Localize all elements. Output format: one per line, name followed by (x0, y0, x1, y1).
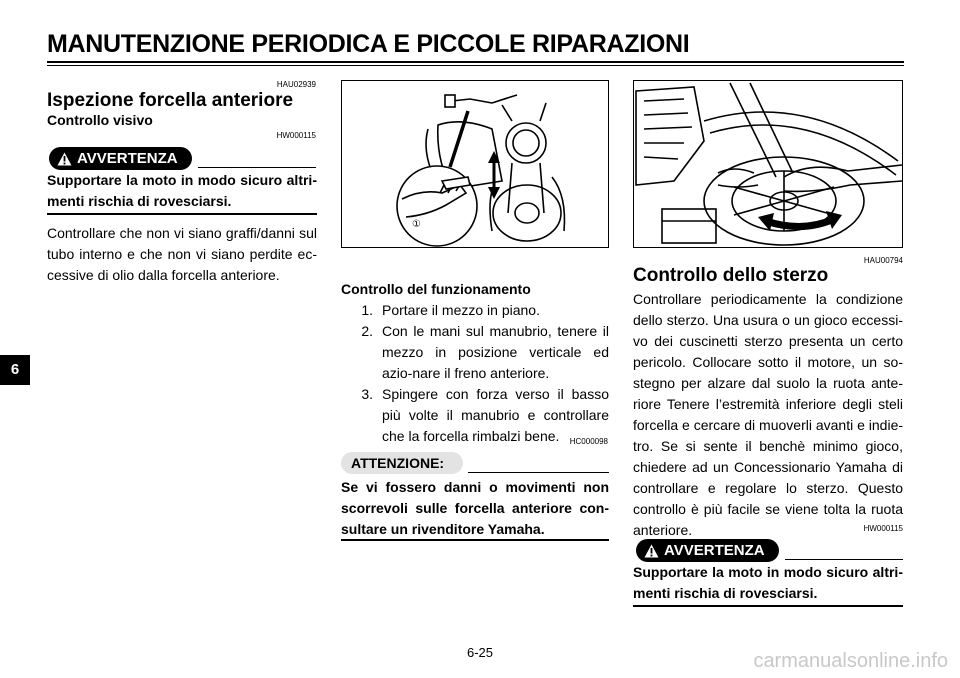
caution-bottom-rule (341, 539, 609, 541)
reference-code: HAU02939 (276, 80, 316, 89)
reference-code: HAU00794 (863, 256, 903, 265)
body-paragraph-visual: Controllare che non vi siano graffi/danni sul tubo interno e che non vi siano perdite ec-cessive di olio dalla forcella anteriore. (47, 225, 317, 283)
section-title-fork: Ispezione forcella anteriore (47, 90, 294, 111)
warning-code: HW000115 (276, 131, 316, 140)
title-rule (47, 61, 904, 63)
warning-triangle-icon (57, 152, 72, 166)
motorcycle-front-illustration (342, 81, 608, 247)
figure-steering-check (633, 80, 903, 248)
page-number: 6-25 (466, 645, 494, 660)
warning-text: Supportare la moto in modo sicuro altri-menti rischia di rovesciarsi. (633, 564, 903, 601)
warning-text: Supportare la moto in modo sicuro altri-menti rischia di rovesciarsi. (47, 172, 317, 209)
steering-check-illustration (634, 81, 902, 247)
badge-rule (785, 559, 903, 560)
list-item: 2. Con le mani sul manubrio, tenere il mezzo in posizione verticale ed azio-nare il freno anteriore. (361, 323, 609, 381)
warning-badge (49, 147, 192, 170)
section-title-steering: Controllo dello sterzo (633, 265, 829, 286)
chapter-tab[interactable]: 6 (0, 355, 30, 385)
caution-badge: ATTENZIONE: (341, 452, 463, 474)
subsection-visual-check: Controllo visivo (47, 112, 153, 128)
list-item: 1. Portare il mezzo in piano. (361, 302, 540, 318)
badge-rule (198, 167, 316, 168)
subsection-operation-check: Controllo del funzionamento (341, 281, 531, 297)
title-rule-thin (47, 65, 904, 66)
warning-bottom-rule (47, 213, 317, 215)
caution-code: HC000098 (569, 437, 608, 446)
list-item: 3. Spingere con forza verso il basso più volte il manubrio e controllare che la forcella rimbalzi bene. (361, 386, 609, 444)
warning-label: AVVERTENZA (77, 150, 178, 167)
figure-fork-check (341, 80, 609, 248)
warning-label: AVVERTENZA (664, 542, 765, 559)
warning-badge (636, 539, 779, 562)
warning-code: HW000115 (863, 524, 903, 533)
steps-list (341, 300, 609, 447)
warning-bottom-rule (633, 605, 903, 607)
figure-label: ① (412, 219, 421, 230)
caution-badge-rule (468, 472, 609, 473)
watermark: carmanualsonline.info (753, 650, 948, 672)
warning-triangle-icon (644, 544, 659, 558)
page-title: MANUTENZIONE PERIODICA E PICCOLE RIPARAZIONI (47, 30, 690, 58)
caution-text: Se vi fossero danni o movimenti non scorrevoli sulle forcella anteriore con-sultare un rivenditore Yamaha. (341, 479, 609, 537)
body-paragraph-steering: Controllare periodicamente la condizione dello sterzo. Una usura o un gioco eccessi-vo dei cuscinetti sterzo presenta un certo pericolo. Collocare sotto il motore, un so-stegno per alzare dal suolo la ruota ante-riore Tenere l’estremità inferiore degli steli forcella e cercare di muoverli avanti e indie-tro. Se si sente il benchè minimo gioco, chiedere ad un Concessionario Yamaha di controllare e regolare lo sterzo. Questo controllo è più facile se viene tolta la ruota anteriore. (633, 291, 904, 538)
